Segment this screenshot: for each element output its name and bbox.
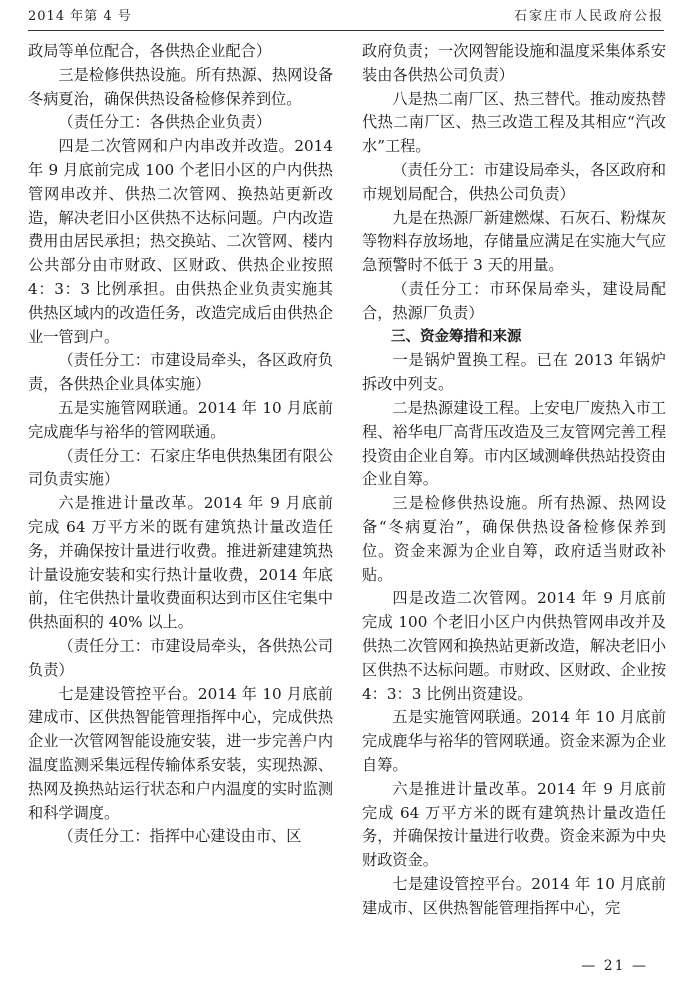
paragraph: 五是实施管网联通。2014 年 10 月底前完成鹿华与裕华的管网联通。资金来源为企业自筹。 xyxy=(362,708,666,774)
paragraph: 政府负责；一次网智能设施和温度采集体系安装由各供热公司负责） xyxy=(362,42,666,84)
paragraph: （责任分工：市建设局牵头，各区政府和市规划局配合，供热公司负责） xyxy=(362,160,666,203)
issue-label: 2014 年第 4 号 xyxy=(28,9,132,24)
paragraph: 三是检修供热设施。所有热源、热网设备冬病夏治，确保供热设备检修保养到位。 xyxy=(28,65,333,108)
paragraph: （责任分工：各供热企业负责） xyxy=(58,113,272,132)
paragraph: 八是热二南厂区、热三替代。推动废热替代热二南厂区、热三改造工程及其相应“汽改水”工程。 xyxy=(362,89,666,156)
right-column xyxy=(362,40,666,920)
page-header xyxy=(28,6,664,31)
paragraph: （责任分工：石家庄华电供热集团有限公司负责实施） xyxy=(28,446,333,489)
page-number: — 21 — xyxy=(581,958,648,974)
paragraph: 七是建设管控平台。2014 年 10 月底前建成市、区供热智能管理指挥中心，完成供热企业一次管网智能设施安装，进一步完善户内温度监测采集远程传输体系安装，实现热源、热网及换热站运行状态和户内温度的实时监测和科学调度。 xyxy=(28,684,333,822)
paragraph: 四是改造二次管网。2014 年 9 月底前完成 100 个老旧小区户内供热管网串改并及供热二次管网和换热站更新改造，解决老旧小区供热不达标问题。市财政、区财政、企业按 4：3：3 比例出资建设。 xyxy=(362,589,666,703)
paragraph: （责任分工：指挥中心建设由市、区 xyxy=(58,827,302,846)
paragraph: 三是检修供热设施。所有热源、热网设备“冬病夏治”，确保供热设备检修保养到位。资金来源为企业自筹，政府适当财政补贴。 xyxy=(362,494,666,584)
paragraph: 四是二次管网和户内串改并改造。2014 年 9 月底前完成 100 个老旧小区的户内供热管网串改并、供热二次管网、换热站更新改造，解决老旧小区供热不达标问题。户内改造费用由居民承担；热交换站、二次管网、楼内公共部分由市财政、区财政、供热企业按照 4：3：3 比例承担。由供热企业负责实施其供热区域内的改造任务，改造完成后由供热企业一管到户。 xyxy=(28,137,333,346)
section-heading: 三、资金筹措和来源 xyxy=(391,328,522,345)
publication-title: 石家庄市人民政府公报 xyxy=(513,9,664,24)
paragraph: 七是建设管控平台。2014 年 10 月底前建成市、区供热智能管理指挥中心，完 xyxy=(362,874,666,917)
paragraph: （责任分工：市建设局牵头，各供热公司负责） xyxy=(28,636,333,679)
left-column xyxy=(28,40,333,849)
paragraph: 六是推进计量改革。2014 年 9 月底前完成 64 万平方米的既有建筑热计量改造任务，并确保按计量进行收费。资金来源为中央财政资金。 xyxy=(362,779,666,870)
paragraph: 五是实施管网联通。2014 年 10 月底前完成鹿华与裕华的管网联通。 xyxy=(28,398,333,441)
paragraph: 政局等单位配合，各供热企业配合） xyxy=(28,42,271,60)
paragraph: 九是在热源厂新建燃煤、石灰石、粉煤灰等物料存放场地，存储量应满足在实施大气应急预警时不低于 3 天的用量。 xyxy=(362,208,666,275)
paragraph: 一是锅炉置换工程。已在 2013 年锅炉拆改中列支。 xyxy=(362,351,666,394)
paragraph: （责任分工：市建设局牵头，各区政府负责，各供热企业具体实施） xyxy=(28,351,333,394)
paragraph: 二是热源建设工程。上安电厂废热入市工程、裕华电厂高背压改造及三友管网完善工程投资由企业自筹。市内区域测峰供热站投资由企业自筹。 xyxy=(362,398,666,489)
paragraph: （责任分工：市环保局牵头，建设局配合，热源厂负责） xyxy=(362,279,666,322)
paragraph: 六是推进计量改革。2014 年 9 月底前完成 64 万平方米的既有建筑热计量改造任务，并确保按计量进行收费。推进新建建筑热计量设施安装和实行热计量收费，2014 年底前，住宅供热计量收费面积达到市区住宅集中供热面积的 40% 以上。 xyxy=(28,494,333,632)
